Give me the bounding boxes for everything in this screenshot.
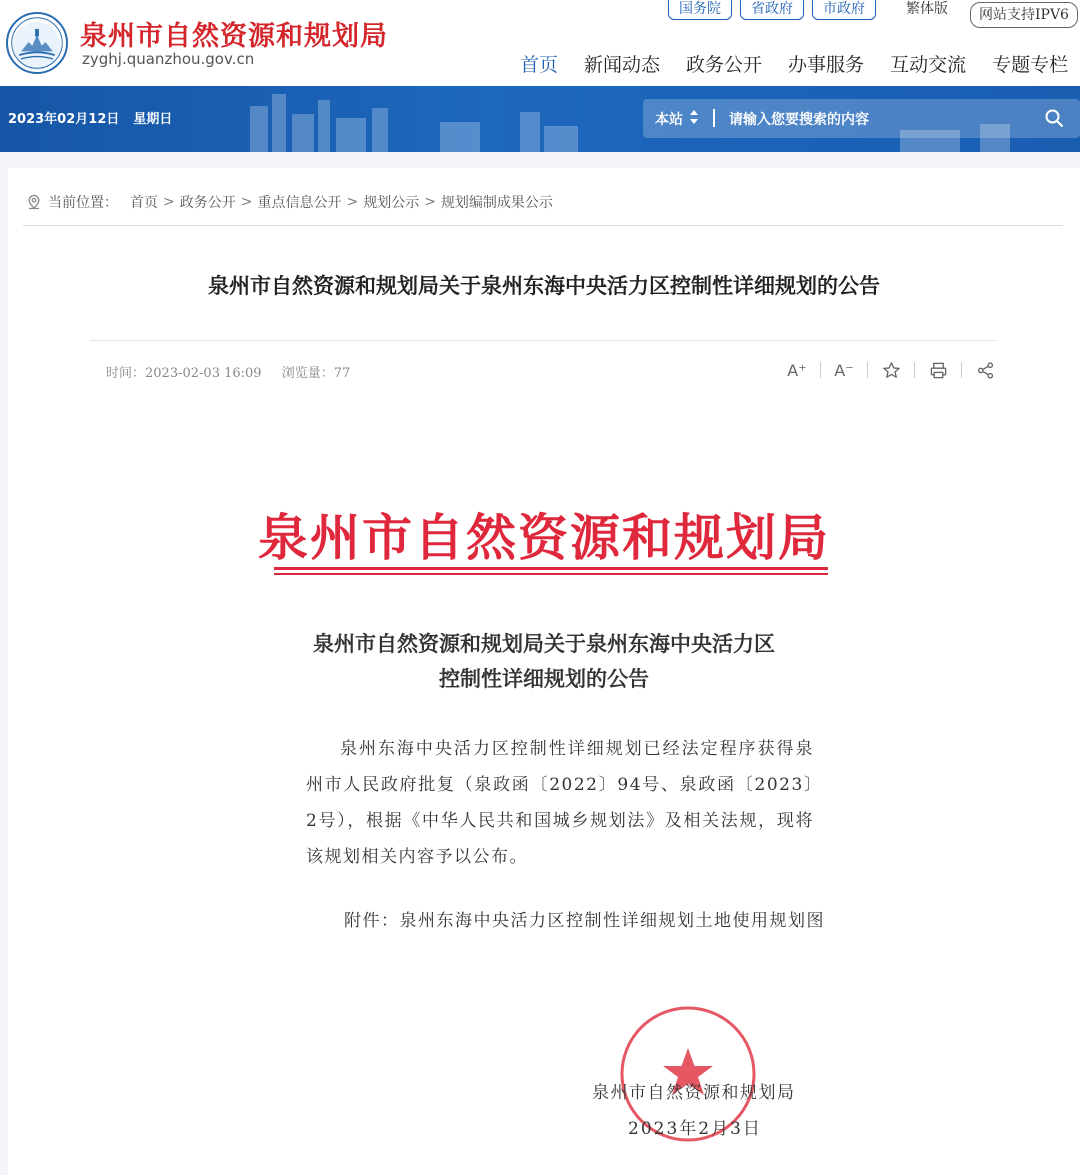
breadcrumb-separator: > <box>240 194 253 210</box>
breadcrumb-label: 当前位置： <box>48 195 118 211</box>
article-meta <box>106 362 350 381</box>
site-domain: zyghj.quanzhou.gov.cn <box>82 50 255 68</box>
ipv6-badge: 网站支持IPV6 <box>970 2 1078 28</box>
nav-special-topics[interactable]: 专题专栏 <box>992 54 1069 76</box>
document-letterhead: 泉州市自然资源和规划局 <box>258 508 830 567</box>
top-link-provincial-gov[interactable]: 省政府 <box>740 0 804 20</box>
tool-separator <box>867 362 868 378</box>
nav-news[interactable]: 新闻动态 <box>584 54 661 76</box>
article-tools <box>786 359 996 381</box>
breadcrumb-key-info[interactable]: 重点信息公开 <box>257 195 342 211</box>
location-pin-icon <box>26 194 42 210</box>
search-icon[interactable] <box>1044 108 1064 128</box>
document-title <box>8 626 1080 696</box>
site-name[interactable]: 泉州市自然资源和规划局 <box>80 21 388 52</box>
site-header <box>0 0 1080 86</box>
breadcrumb-home[interactable]: 首页 <box>130 195 158 211</box>
main-nav <box>520 50 1080 77</box>
nav-interaction[interactable]: 互动交流 <box>890 54 967 76</box>
traditional-chinese-link[interactable]: 繁体版 <box>906 1 948 17</box>
share-icon[interactable] <box>974 359 996 381</box>
font-increase-icon[interactable]: A⁺ <box>787 360 807 380</box>
bureau-logo-emblem[interactable] <box>6 12 68 74</box>
breadcrumb <box>26 192 553 212</box>
current-date <box>8 108 172 127</box>
article-title: 泉州市自然资源和规划局关于泉州东海中央活力区控制性详细规划的公告 <box>208 273 880 298</box>
tool-separator <box>961 362 962 378</box>
breadcrumb-planning-results[interactable]: 规划编制成果公示 <box>440 195 553 211</box>
content-panel <box>8 168 1080 1175</box>
nav-home[interactable]: 首页 <box>520 54 559 76</box>
document-title-line1: 泉州市自然资源和规划局关于泉州东海中央活力区 <box>313 631 775 656</box>
search-box <box>643 99 1080 138</box>
nav-services[interactable]: 办事服务 <box>788 54 865 76</box>
breadcrumb-separator: > <box>424 194 436 210</box>
time-label: 时间： <box>106 366 146 381</box>
top-links <box>668 0 876 20</box>
tool-separator <box>820 362 821 378</box>
date-text: 2023年02月12日 <box>8 112 120 127</box>
banner-bar <box>0 86 1080 152</box>
document-date: 2023年2月3日 <box>628 1119 762 1139</box>
nav-government-affairs[interactable]: 政务公开 <box>686 54 763 76</box>
view-count: 77 <box>333 366 351 381</box>
search-divider <box>713 109 715 127</box>
sort-arrows-icon[interactable] <box>689 108 699 126</box>
search-input[interactable]: 请输入您要搜索的内容 <box>729 112 869 128</box>
title-divider <box>90 340 996 341</box>
print-icon[interactable] <box>927 359 949 381</box>
breadcrumb-separator: > <box>163 194 175 210</box>
font-decrease-icon[interactable]: A⁻ <box>834 360 854 380</box>
document-title-line2: 控制性详细规划的公告 <box>439 666 649 691</box>
tool-separator <box>914 362 915 378</box>
views-label: 浏览量： <box>281 366 334 381</box>
document-body: 泉州东海中央活力区控制性详细规划已经法定程序获得泉州市人民政府批复（泉政函〔2022〕94号、泉政函〔2023〕2号），根据《中华人民共和国城乡规划法》及相关法规，现将该规划相关内容予以公布。 <box>306 739 814 867</box>
top-link-city-gov[interactable]: 市政府 <box>812 0 876 20</box>
search-scope-select[interactable]: 本站 <box>655 112 683 128</box>
letterhead-red-line <box>274 567 828 570</box>
breadcrumb-government-affairs[interactable]: 政务公开 <box>179 195 236 211</box>
breadcrumb-divider <box>23 225 1063 226</box>
letterhead-red-line-thin <box>274 573 828 575</box>
breadcrumb-planning-notice[interactable]: 规划公示 <box>363 195 420 211</box>
document-signature: 泉州市自然资源和规划局 <box>592 1083 796 1103</box>
favorite-star-icon[interactable] <box>880 359 902 381</box>
weekday-text: 星期日 <box>133 112 173 127</box>
publish-time: 2023-02-03 16:09 <box>145 366 262 381</box>
document-attachment: 附件：泉州东海中央活力区控制性详细规划土地使用规划图 <box>344 911 825 931</box>
top-link-state-council[interactable]: 国务院 <box>668 0 732 20</box>
breadcrumb-separator: > <box>346 194 359 210</box>
